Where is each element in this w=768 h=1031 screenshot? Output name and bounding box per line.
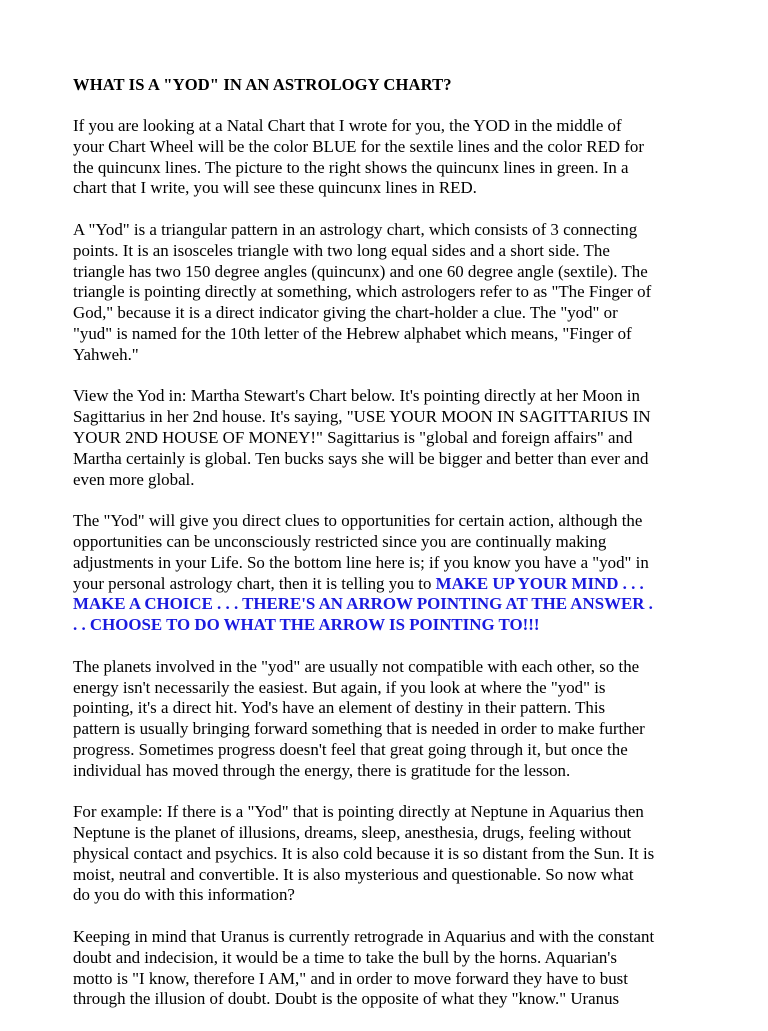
emphasis-line: . . CHOOSE TO DO WHAT THE ARROW IS POINTING TO!!!: [73, 615, 540, 635]
text-line: Yahweh.": [73, 344, 139, 364]
text-line: through the illusion of doubt. Doubt is the opposite of what they "know." Uranus: [73, 989, 620, 1009]
paragraph-natal-chart: [73, 116, 713, 199]
text-line: opportunities can be unconsciously restricted since you are continually making: [73, 531, 607, 551]
paragraph-martha-stewart: [73, 386, 713, 490]
text-line: pointing, it's a direct hit. Yod's have an element of destiny in their pattern. This: [73, 698, 606, 718]
document-page: [73, 74, 713, 1031]
text-line: "yud" is named for the 10th letter of the Hebrew alphabet which means, "Finger of: [73, 323, 632, 343]
text-line: Martha certainly is global. Ten bucks says she will be bigger and better than ever and: [73, 448, 649, 468]
text-line: YOUR 2ND HOUSE OF MONEY!" Sagittarius is "global and foreign affairs" and: [73, 427, 633, 447]
text-line: pattern is usually bringing forward something that is needed in order to make further: [73, 719, 645, 739]
text-line: Neptune is the planet of illusions, dreams, sleep, anesthesia, drugs, feeling without: [73, 823, 632, 843]
text-line: motto is "I know, therefore I AM," and in order to move forward they have to bust: [73, 968, 628, 988]
text-line: the quincunx lines. The picture to the right shows the quincunx lines in green. In a: [73, 157, 629, 177]
text-line: triangle has two 150 degree angles (quincunx) and one 60 degree angle (sextile). The: [73, 261, 648, 281]
text-line: even more global.: [73, 469, 195, 489]
text-line: A "Yod" is a triangular pattern in an astrology chart, which consists of 3 connecting: [73, 219, 638, 239]
page-title: WHAT IS A "YOD" IN AN ASTROLOGY CHART?: [73, 75, 452, 94]
text-line: View the Yod in: Martha Stewart's Chart below. It's pointing directly at her Moon in: [73, 386, 640, 406]
text-line: points. It is an isosceles triangle with two long equal sides and a short side. The: [73, 240, 610, 260]
text-line: triangle is pointing directly at something, which astrologers refer to as "The Finger of: [73, 282, 652, 302]
text-line: progress. Sometimes progress doesn't feel that great going through it, but once the: [73, 739, 628, 759]
text-line: adjustments in your Life. So the bottom line here is; if you know you have a "yod" in: [73, 552, 649, 572]
paragraph-uranus-retrograde: [73, 927, 713, 1010]
text-line: For example: If there is a "Yod" that is pointing directly at Neptune in Aquarius then: [73, 802, 644, 822]
text-line: individual has moved through the energy, there is gratitude for the lesson.: [73, 760, 571, 780]
text-line: moist, neutral and convertible. It is also mysterious and questionable. So now what: [73, 864, 634, 884]
text-line: The planets involved in the "yod" are usually not compatible with each other, so the: [73, 656, 640, 676]
paragraph-direct-clues: [73, 511, 713, 636]
emphasis-text: MAKE UP YOUR MIND . . .: [435, 573, 644, 593]
text-line: energy isn't necessarily the easiest. But again, if you look at where the "yod" is: [73, 677, 606, 697]
text-line: Sagittarius in her 2nd house. It's saying, "USE YOUR MOON IN SAGITTARIUS IN: [73, 407, 651, 427]
text-line: physical contact and psychics. It is also cold because it is so distant from the Sun. It is: [73, 843, 655, 863]
paragraph-yod-definition: [73, 220, 713, 366]
paragraph-neptune-example: [73, 802, 713, 906]
text-line: do you do with this information?: [73, 885, 295, 905]
text-line: doubt and indecision, it would be a time to take the bull by the horns. Aquarian's: [73, 947, 617, 967]
text-line: God," because it is a direct indicator giving the chart-holder a clue. The "yod" or: [73, 303, 618, 323]
text-line: your Chart Wheel will be the color BLUE for the sextile lines and the color RED for: [73, 136, 644, 156]
text-line: The "Yod" will give you direct clues to opportunities for certain action, although the: [73, 511, 643, 531]
plain-text: your personal astrology chart, then it is telling you to: [73, 573, 436, 593]
text-line-mixed: [73, 574, 713, 595]
emphasis-line: MAKE A CHOICE . . . THERE'S AN ARROW POINTING AT THE ANSWER .: [73, 594, 653, 614]
text-line: If you are looking at a Natal Chart that I wrote for you, the YOD in the middle of: [73, 116, 622, 135]
text-line: chart that I write, you will see these quincunx lines in RED.: [73, 178, 477, 198]
paragraph-planets-involved: [73, 657, 713, 782]
text-line: Keeping in mind that Uranus is currently retrograde in Aquarius and with the constant: [73, 927, 655, 947]
